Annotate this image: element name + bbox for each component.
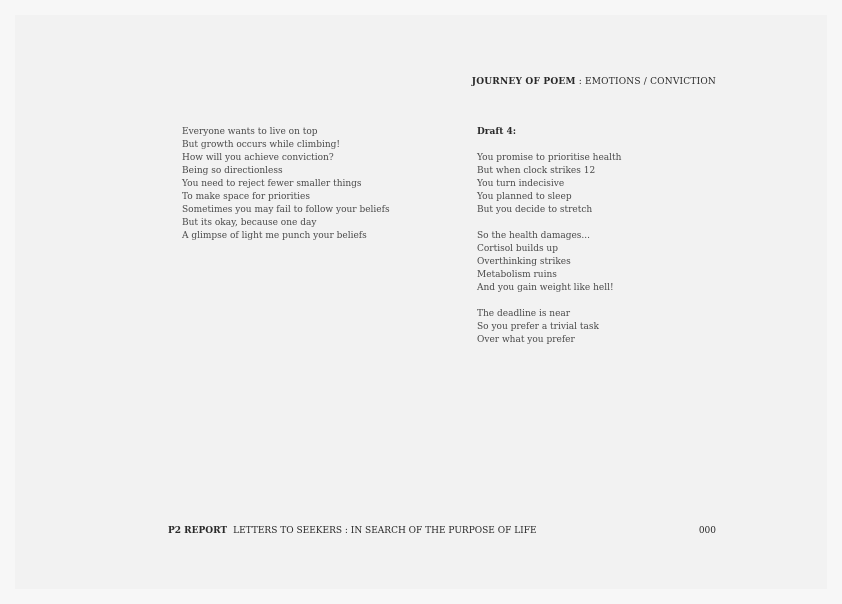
stanza-gap: [477, 295, 621, 308]
report-title: LETTERS TO SEEKERS : IN SEARCH OF THE PURPOSE OF LIFE: [233, 526, 537, 536]
poem-line: You planned to sleep: [477, 192, 572, 202]
header-separator: :: [575, 77, 585, 87]
poem-line: You turn indecisive: [477, 179, 565, 189]
poem-line: You promise to prioritise health: [477, 153, 622, 163]
stanza-gap: [477, 139, 621, 152]
document-page: [15, 15, 827, 589]
poem-line: Sometimes you may fail to follow your beliefs: [182, 205, 390, 215]
poem-line: But you decide to stretch: [477, 205, 593, 215]
page-footer: [168, 526, 537, 536]
poem-line: And you gain weight like hell!: [477, 283, 614, 293]
page-header: [472, 77, 716, 87]
poem-line: But growth occurs while climbing!: [182, 140, 341, 150]
poem-line: You need to reject fewer smaller things: [182, 179, 362, 189]
left-poem: [182, 126, 390, 243]
poem-line: The deadline is near: [477, 309, 571, 319]
page-number: 000: [698, 526, 716, 536]
poem-line: Everyone wants to live on top: [182, 127, 318, 137]
poem-line: So the health damages...: [477, 231, 591, 241]
poem-line: But its okay, because one day: [182, 218, 317, 228]
stanza-gap: [477, 217, 621, 230]
right-poem: [477, 126, 621, 347]
poem-line: Metabolism ruins: [477, 270, 557, 280]
poem-line: Overthinking strikes: [477, 257, 571, 267]
poem-line: Being so directionless: [182, 166, 283, 176]
poem-line: A glimpse of light me punch your beliefs: [182, 231, 367, 241]
poem-line: Cortisol builds up: [477, 244, 558, 254]
poem-line: How will you achieve conviction?: [182, 153, 334, 163]
poem-line: To make space for priorities: [182, 192, 310, 202]
report-label: P2 REPORT: [168, 526, 228, 536]
poem-line: But when clock strikes 12: [477, 166, 596, 176]
poem-line: Over what you prefer: [477, 335, 575, 345]
header-subtitle: EMOTIONS / CONVICTION: [585, 77, 716, 87]
poem-line: So you prefer a trivial task: [477, 322, 599, 332]
draft-title: Draft 4:: [477, 127, 517, 137]
header-title: JOURNEY OF POEM: [471, 77, 576, 87]
